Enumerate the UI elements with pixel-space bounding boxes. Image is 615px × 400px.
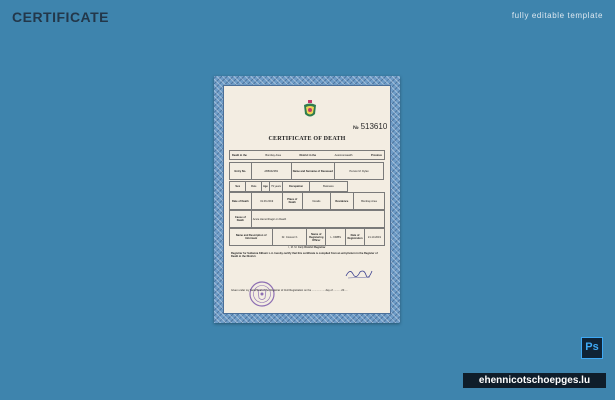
informant-row xyxy=(229,228,385,246)
death-location-label: Death in the xyxy=(232,153,247,157)
residence-label: Residence xyxy=(330,193,353,210)
certificate-heading: CERTIFICATE OF DEATH xyxy=(268,136,346,142)
page-title: CERTIFICATE xyxy=(12,9,110,25)
death-location-line xyxy=(229,150,385,160)
date-of-death-value: 01.06.2019 xyxy=(251,193,282,210)
entry-row xyxy=(229,162,384,180)
deceased-name-value: Person M. Dylan xyxy=(334,163,383,180)
registrar-name: M. M. Dally xyxy=(290,246,304,249)
deceased-name-label: Name and Surname of Deceased xyxy=(291,163,334,180)
place-of-death-label: Place of Death xyxy=(282,193,302,210)
watermark: ehennicotschoepges.lu xyxy=(463,373,606,388)
sex-age-row xyxy=(229,181,348,192)
date-of-death-label: Date of Death xyxy=(230,193,252,210)
informant-label: Name and Description of Informant xyxy=(230,229,273,246)
occupation-label: Occupation xyxy=(282,182,309,192)
certification-statement: Registrar for Sultanna Kilburn L.A. hereby certify that this certificate is compiled from an entry/return in the Register of Death in the District. xyxy=(231,252,378,258)
sex-label: Sex xyxy=(230,182,246,192)
entry-value: AB8342369 xyxy=(251,163,291,180)
official-seal-icon xyxy=(249,281,275,307)
tagline: fully editable template xyxy=(511,11,603,20)
registering-officer-value: L. KIRBS xyxy=(326,229,346,246)
province-label: Province xyxy=(371,153,382,157)
district-value: Automonwealth xyxy=(334,153,353,157)
age-label: Age xyxy=(261,182,269,192)
photoshop-icon: Ps xyxy=(581,337,603,359)
occupation-value: Business xyxy=(310,182,348,192)
given-under-line: Given under my hand/Seal of the Registrar of Civil Registration on the .................. day of .......... 20..... xyxy=(231,289,348,292)
signature-icon xyxy=(344,266,374,280)
sex-value: Male xyxy=(246,182,261,192)
registration-date-label: Date of Registration xyxy=(346,229,365,246)
residence-value: Bombay Area xyxy=(353,193,384,210)
place-of-death-value: Vocalis xyxy=(302,193,330,210)
cause-row xyxy=(229,210,385,228)
registration-date-value: 21.10.2019 xyxy=(364,229,384,246)
registrar-prefix: I, xyxy=(288,246,290,249)
entry-label: Entry No. xyxy=(230,163,252,180)
age-value: 79 years xyxy=(270,182,283,192)
coat-of-arms-icon xyxy=(303,100,317,120)
informant-value: Dr. Cresver K. xyxy=(273,229,307,246)
certificate-preview[interactable] xyxy=(214,76,400,323)
death-location-value: Bombay Area xyxy=(265,153,281,157)
certificate-number-value: 513610 xyxy=(360,122,388,131)
certificate-number xyxy=(353,122,387,131)
registering-officer-label: Name of Registering Officer xyxy=(307,229,326,246)
date-place-row xyxy=(229,192,385,210)
cause-of-death-label: Cause of Death xyxy=(230,211,252,228)
registrar-title: District Registrar xyxy=(304,246,326,249)
district-label: District in the xyxy=(299,153,317,157)
cause-of-death-value: Acute Hemorrhagic on Death xyxy=(251,211,384,228)
certificate-paper xyxy=(223,85,391,314)
registrar-line xyxy=(231,246,383,249)
certificate-number-label: № xyxy=(353,125,359,131)
